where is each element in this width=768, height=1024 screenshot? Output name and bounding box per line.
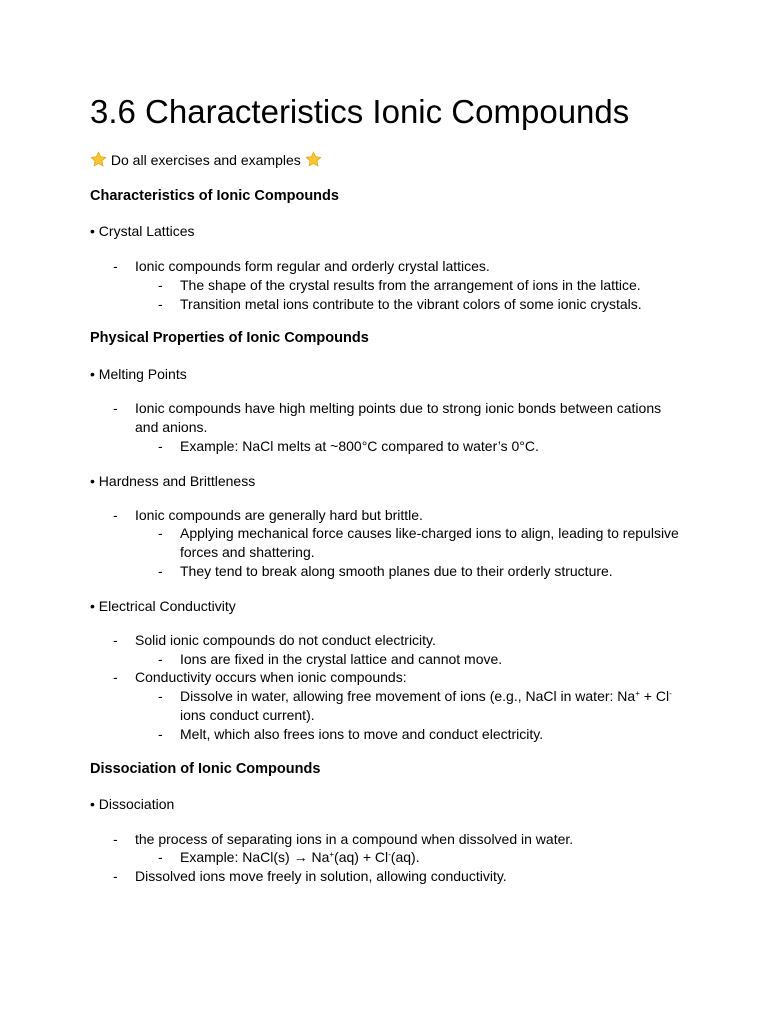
sub-list-item: - Example: NaCl melts at ~800°C compared to water’s 0°C. xyxy=(158,438,539,454)
sub-list-item: - Transition metal ions contribute to the vibrant colors of some ionic crystals. xyxy=(158,296,642,312)
bullet-heading: • Dissociation xyxy=(90,796,175,812)
bullet-heading: • Melting Points xyxy=(90,366,187,382)
list-item: - Solid ionic compounds do not conduct electricity. xyxy=(113,632,436,648)
list-item: - Ionic compounds are generally hard but brittle. xyxy=(113,507,423,523)
list-item: - Ionic compounds form regular and orderly crystal lattices. xyxy=(113,258,490,274)
star-icon xyxy=(90,151,107,168)
sub-list-item: - Melt, which also frees ions to move and conduct electricity. xyxy=(158,726,544,742)
exercise-note xyxy=(90,150,322,170)
exercise-note-text: Do all exercises and examples xyxy=(110,152,301,168)
star-icon xyxy=(305,151,322,168)
section-heading: Physical Properties of Ionic Compounds xyxy=(90,330,369,346)
list-item: - Conductivity occurs when ionic compounds: xyxy=(113,669,407,685)
sub-list-item: - Ions are fixed in the crystal lattice and cannot move. xyxy=(158,651,503,667)
section-heading: Dissociation of Ionic Compounds xyxy=(90,761,321,777)
sub-list-item: - Example: NaCl(s) → Na+(aq) + Cl-(aq). xyxy=(158,849,420,865)
list-item: - the process of separating ions in a compound when dissolved in water. xyxy=(113,831,574,847)
page-title: 3.6 Characteristics Ionic Compounds xyxy=(90,93,630,130)
sub-list-item: - Dissolve in water, allowing free movement of ions (e.g., NaCl in water: Na+ + Cl- ions conduct current). xyxy=(158,688,672,723)
sub-list-item: - They tend to break along smooth planes due to their orderly structure. xyxy=(158,563,613,579)
bullet-heading: • Crystal Lattices xyxy=(90,223,195,239)
section-heading: Characteristics of Ionic Compounds xyxy=(90,188,339,204)
bullet-heading: • Electrical Conductivity xyxy=(90,598,236,614)
bullet-heading: • Hardness and Brittleness xyxy=(90,473,256,489)
list-item: - Dissolved ions move freely in solution, allowing conductivity. xyxy=(113,868,507,884)
list-item: - Ionic compounds have high melting points due to strong ionic bonds between cations and anions. xyxy=(113,400,662,435)
sub-list-item: - Applying mechanical force causes like-charged ions to align, leading to repulsive forces and shattering. xyxy=(158,525,679,560)
sub-list-item: - The shape of the crystal results from the arrangement of ions in the lattice. xyxy=(158,277,641,293)
